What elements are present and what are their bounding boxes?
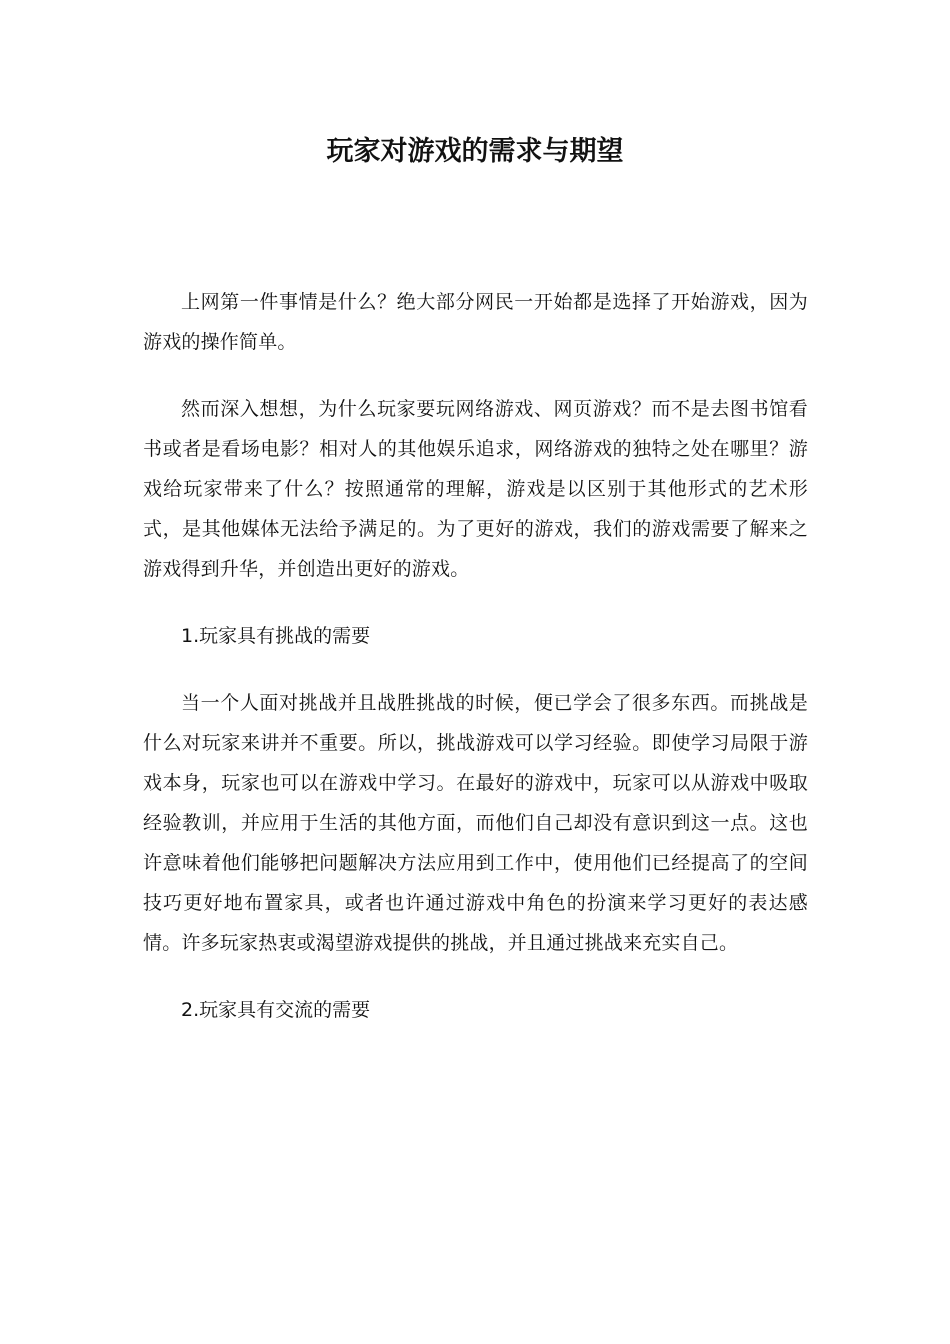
- section-heading-challenge: 1.玩家具有挑战的需要: [181, 625, 371, 647]
- paragraph-reflection: 然而深入想想，为什么玩家要玩网络游戏、网页游戏？而不是去图书馆看书或者是看场电影？相对人的其他娱乐追求，网络游戏的独特之处在哪里？游戏给玩家带来了什么？按照通常的理解，游戏是以区别于其他形式的艺术形式，是其他媒体无法给予满足的。为了更好的游戏，我们的游戏需要了解来之游戏得到升华，并创造出更好的游戏。: [143, 398, 808, 580]
- document-title: 玩家对游戏的需求与期望: [326, 136, 624, 167]
- section-heading-communication: 2.玩家具有交流的需要: [181, 999, 371, 1021]
- paragraph-intro: 上网第一件事情是什么？绝大部分网民一开始都是选择了开始游戏，因为游戏的操作简单。: [143, 291, 808, 353]
- paragraph-challenge: 当一个人面对挑战并且战胜挑战的时候，便已学会了很多东西。而挑战是什么对玩家来讲并不重要。所以，挑战游戏可以学习经验。即使学习局限于游戏本身，玩家也可以在游戏中学习。在最好的游戏中，玩家可以从游戏中吸取经验教训，并应用于生活的其他方面，而他们自己却没有意识到这一点。这也许意味着他们能够把问题解决方法应用到工作中，使用他们已经提高了的空间技巧更好地布置家具，或者也许通过游戏中角色的扮演来学习更好的表达感情。许多玩家热衷或渴望游戏提供的挑战，并且通过挑战来充实自己。: [143, 692, 808, 954]
- document-body: [143, 282, 808, 1057]
